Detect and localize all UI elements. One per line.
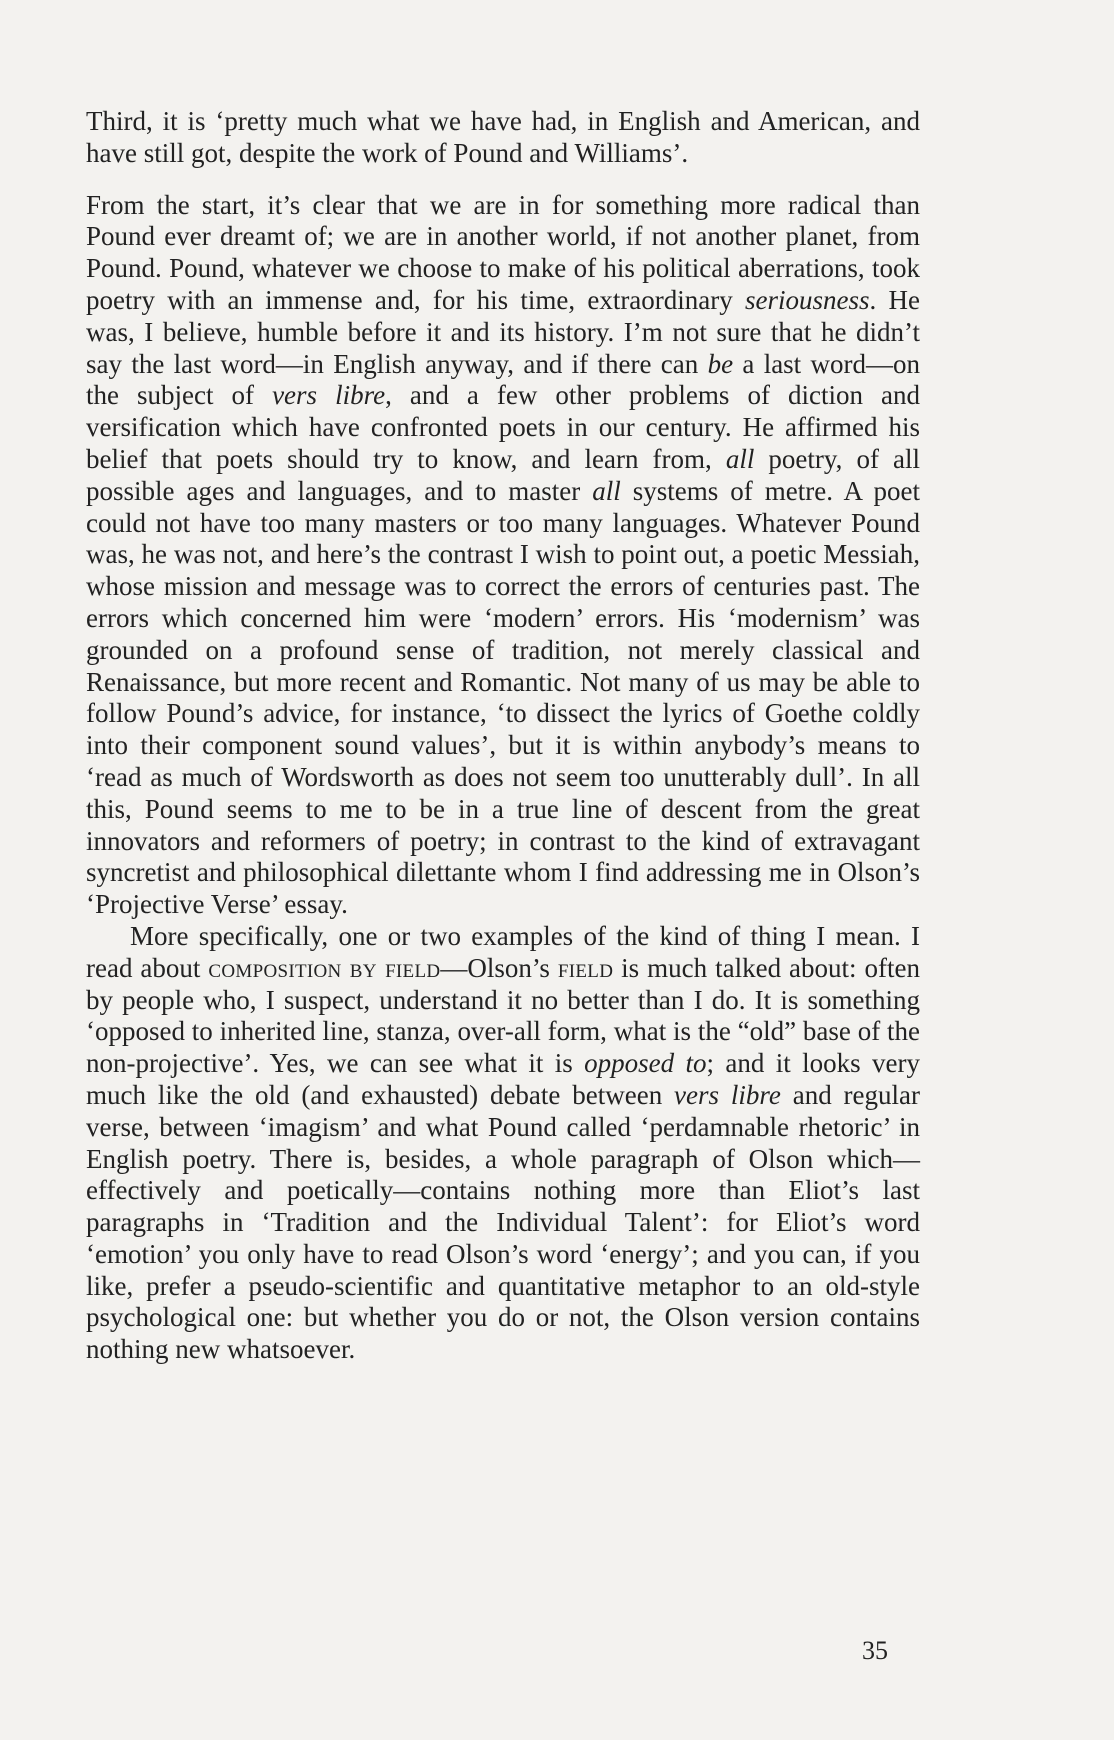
text-column (86, 106, 920, 1366)
italic-be: be (707, 348, 734, 379)
paragraph-2 (86, 921, 920, 1366)
quote-text: Third, it is ‘pretty much what we have had, in English and American, and have still got, despite the work of Pound and Williams’. (86, 106, 920, 168)
small-caps-field: field (557, 952, 614, 983)
italic-vers-libre: vers libre (272, 380, 386, 411)
paragraph-2-text: is much talked about: often by people who, I suspect, understand it no better than I do. It is something ‘opposed to inherited line, stanza, over-all form, what is the “old” base of the non-projective’. Yes, we can see what it is (86, 952, 920, 1079)
paragraph-1-text: poetry, of all possible ages and languages, and to master (86, 443, 921, 506)
paragraph-1-text: . He was, I believe, humble before it and its history. I’m not sure that he didn’t say the last word—in English anyway, and if there can (86, 284, 920, 379)
small-caps-composition-by-field: composition by field (208, 952, 441, 983)
block-quote (86, 106, 920, 170)
paragraph-1-text: , and a few other problems of diction and versification which have confronted poets in our century. He affirmed his belief that poets should try to know, and learn from, (86, 380, 920, 474)
italic-opposed-to: opposed to (584, 1048, 707, 1079)
italic-all: all (592, 475, 621, 506)
paragraph-2-text: and regular verse, between ‘imagism’ and what Pound called ‘perdamnable rhetoric’ in English poetry. There is, besides, a whole paragraph of Olson which—effectively and poetically—contains nothing more than Eliot’s last paragraphs in ‘Tradition and the Individual Talent’: for Eliot’s word ‘emotion’ you only have to read Olson’s word ‘energy’; and you can, if you like, prefer a pseudo-scientific and quantitative metaphor to an old-style psychological one: but whether you do or not, the Olson version contains nothing new whatsoever. (86, 1079, 920, 1365)
italic-vers-libre: vers libre (674, 1079, 781, 1110)
paragraph-2-text: More specifically, one or two examples of the kind of thing I mean. I read about (86, 920, 920, 983)
paragraph-1 (86, 190, 920, 921)
paragraph-1-text: From the start, it’s clear that we are in for something more radical than Pound ever dreamt of; we are in another world, if not another planet, from Pound. Pound, whatever we choose to make of his political aberrations, took poetry with an immense and, for his time, extraordinary (86, 189, 920, 315)
italic-all: all (725, 443, 755, 474)
paragraph-2-text: —Olson’s (440, 952, 558, 983)
italic-seriousness: seriousness (745, 284, 870, 315)
paragraph-2-text: ; and it looks very much like the old (and exhausted) debate between (86, 1048, 920, 1110)
paragraph-1-text: a last word—on the subject of (86, 348, 921, 411)
paragraph-1-text: systems of metre. A poet could not have too many masters or too many languages. Whatever Pound was, he was not, and here’s the contrast I wish to point out, a poetic Messiah, whose mission and message was to correct the errors of centuries past. The errors which concerned him were ‘modern’ errors. His ‘modernism’ was grounded on a profound sense of tradition, not merely classical and Renaissance, but more recent and Romantic. Not many of us may be able to follow Pound’s advice, for instance, ‘to dissect the lyrics of Goethe coldly into their component sound values’, but it is within anybody’s means to ‘read as much of Wordsworth as does not seem too unutterably dull’. In all this, Pound seems to me to be in a true line of descent from the great innovators and reformers of poetry; in contrast to the kind of extravagant syncretist and philosophical dilettante whom I find addressing me in Olson’s ‘Projective Verse’ essay. (86, 475, 920, 920)
page-number: 35 (862, 1636, 888, 1665)
